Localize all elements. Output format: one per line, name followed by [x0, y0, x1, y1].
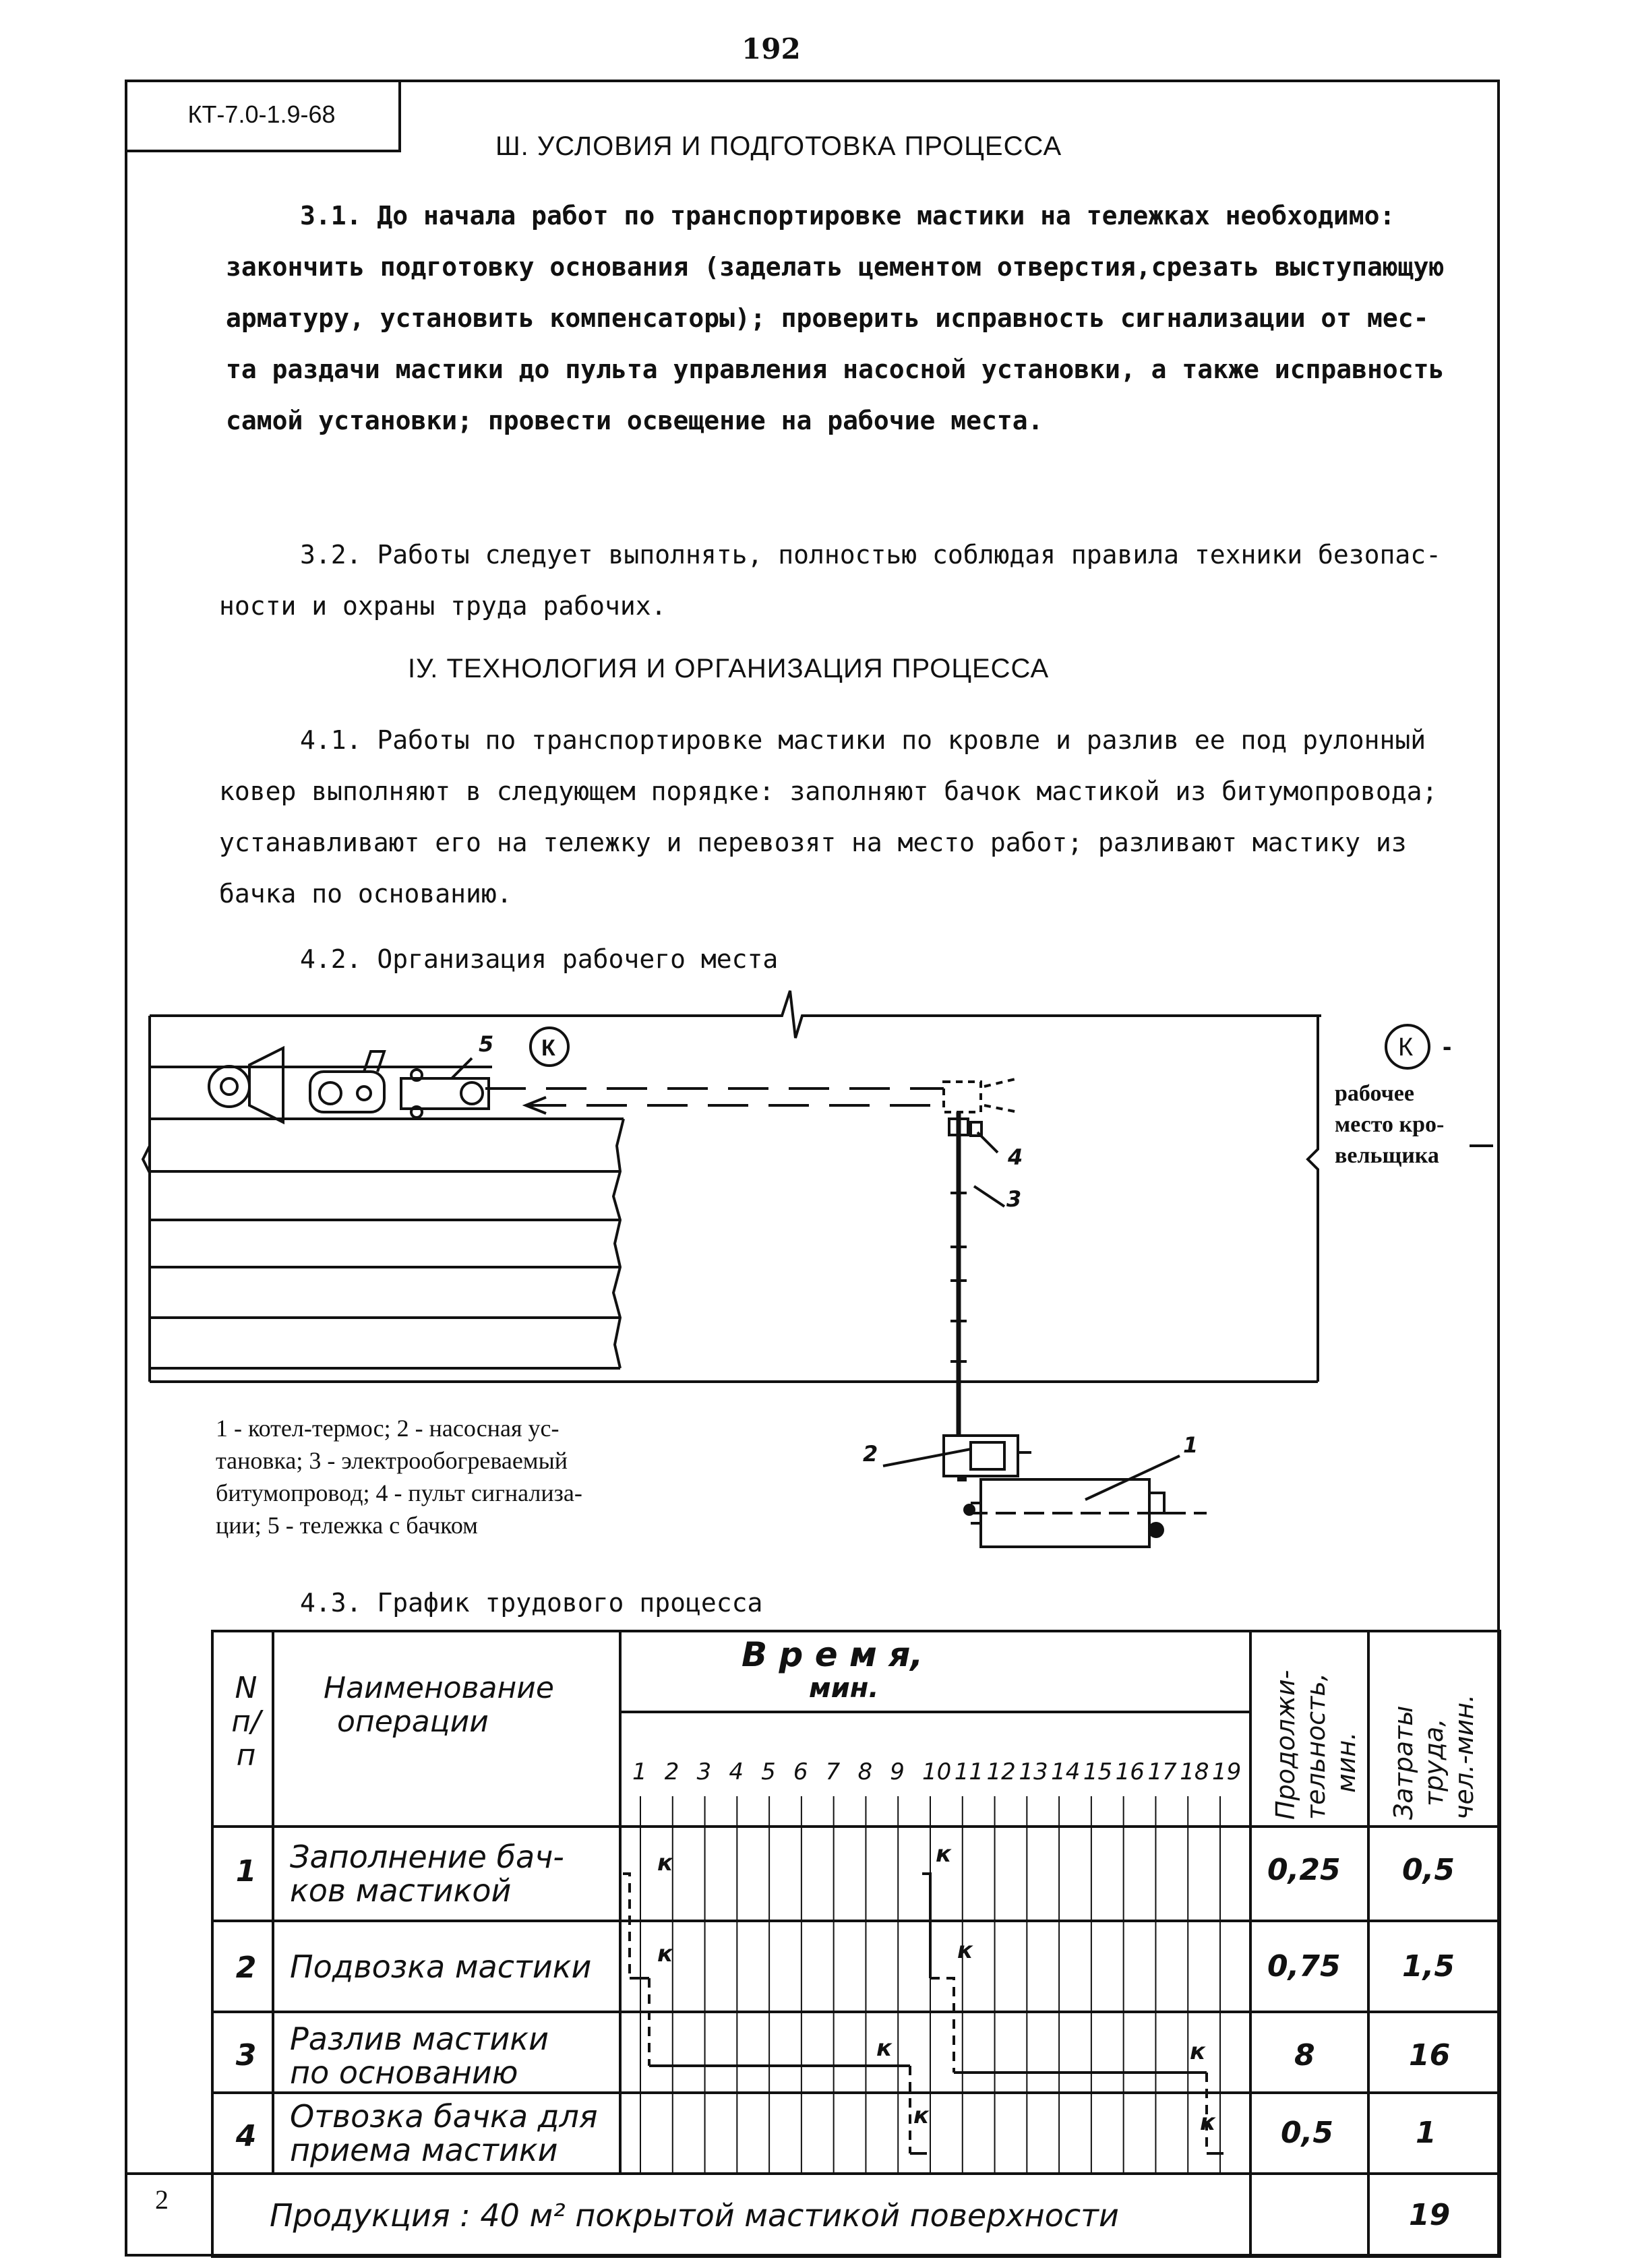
minute-label: 9: [890, 1758, 905, 1785]
row-number: 3: [235, 2038, 257, 2073]
total-labor: 19: [1409, 2198, 1451, 2232]
product-output: Продукция : 40 м² покрытой мастикой поверхности: [270, 2197, 1119, 2234]
row-number: 2: [235, 1951, 257, 1985]
row-labor: 1: [1416, 2116, 1437, 2150]
minute-label: 14: [1051, 1758, 1081, 1785]
text-line: самой установки; провести освещение на рабочие места.: [226, 406, 1044, 435]
section4-title: IУ. ТЕХНОЛОГИЯ И ОРГАНИЗАЦИЯ ПРОЦЕССА: [408, 654, 1050, 683]
text-line: рабочее: [1335, 1081, 1414, 1106]
minute-grid: [640, 1796, 1220, 2174]
minute-label: 15: [1083, 1758, 1113, 1785]
duration-header-line: тельность,: [1301, 1673, 1331, 1820]
row-operation-name: [290, 1840, 620, 1907]
duration-header-line: Продолжи-: [1271, 1669, 1300, 1820]
row-labor: 16: [1409, 2038, 1451, 2073]
sheet-number: 2: [155, 2184, 169, 2215]
text-line: 1 - котел-термос; 2 - насосная ус-: [216, 1415, 560, 1442]
text-line: N: [235, 1671, 258, 1705]
k-mark: к: [876, 2035, 893, 2062]
row-duration: 8: [1294, 2038, 1315, 2073]
row-duration: 0,5: [1281, 2116, 1333, 2150]
k-legend-symbol: К: [1398, 1033, 1414, 1062]
callout-1: 1: [1183, 1432, 1199, 1458]
minute-label: 7: [825, 1758, 841, 1785]
header-number: [222, 1672, 270, 1773]
text-line: закончить подготовку основания (заделать цементом отверстия,срезать выступающую: [226, 252, 1445, 282]
text-line: Подвозка мастики: [290, 1949, 592, 1985]
k-mark: к: [936, 1841, 952, 1868]
text-line: 3.2. Работы следует выполнять, полностью соблюдая правила техники безопас-: [300, 540, 1441, 570]
text-line: Разлив мастики: [290, 2021, 549, 2057]
text-line: ковер выполняют в следующем порядке: заполняют бачок мастикой из битумопровода;: [219, 776, 1438, 806]
text-line: битумопровод; 4 - пульт сигнализа-: [216, 1479, 582, 1506]
minute-label: 12: [986, 1758, 1016, 1785]
minute-label: 13: [1019, 1758, 1048, 1785]
text-line: приема мастики: [290, 2132, 558, 2168]
section4-paragraph-2: 4.2. Организация рабочего места: [300, 944, 779, 974]
text-line: ции; 5 - тележка с бачком: [216, 1512, 478, 1539]
labor-header-line: Затраты: [1389, 1705, 1418, 1820]
minute-label: 2: [664, 1758, 679, 1785]
text-line: мин.: [809, 1673, 879, 1704]
minute-labels: [632, 1758, 1241, 1785]
row-labor: 1,5: [1402, 1949, 1455, 1984]
k-mark: к: [657, 1940, 673, 1967]
callout-5: 5: [479, 1031, 494, 1057]
document-code: КТ-7.0-1.9-68: [125, 80, 401, 152]
row-number: 4: [235, 2119, 257, 2153]
minute-label: 18: [1180, 1758, 1209, 1785]
text-line: 4.1. Работы по транспортировке мастики по кровле и разлив ее под рулонный: [300, 725, 1426, 755]
text-line: бачка по основанию.: [219, 879, 512, 909]
text-line: вельщика: [1335, 1143, 1439, 1168]
header-time: [742, 1635, 1146, 1705]
k-marker-text: К: [541, 1035, 555, 1061]
callout-2: 2: [863, 1441, 878, 1467]
section4-paragraph-3: 4.3. График трудового процесса: [300, 1588, 763, 1618]
text-line: Наименование: [324, 1671, 554, 1705]
text-line: ности и охраны труда рабочих.: [219, 591, 667, 621]
minute-label: 3: [696, 1758, 712, 1785]
labor-header-line: чел.-мин.: [1449, 1694, 1479, 1820]
minute-label: 19: [1212, 1758, 1242, 1785]
k-legend-dash: -: [1443, 1032, 1452, 1062]
row-duration: 0,75: [1267, 1949, 1341, 1984]
text-line: ков мастикой: [290, 1872, 512, 1909]
text-line: по основанию: [290, 2054, 518, 2091]
text-line: п/п: [231, 1705, 261, 1773]
text-line: та раздачи мастики до пульта управления насосной установки, а также исправность: [226, 355, 1445, 384]
k-mark: к: [657, 1849, 673, 1876]
callout-4: 4: [1008, 1144, 1023, 1170]
minute-label: 4: [729, 1758, 744, 1785]
row-labor: 0,5: [1402, 1853, 1455, 1887]
section3-title: Ш. УСЛОВИЯ И ПОДГОТОВКА ПРОЦЕССА: [495, 131, 1062, 161]
duration-header-line: мин.: [1331, 1731, 1361, 1793]
minute-label: 5: [761, 1758, 776, 1785]
callout-3: 3: [1006, 1186, 1022, 1212]
header-operation: [324, 1672, 607, 1739]
text-line: операции: [337, 1705, 489, 1739]
minute-label: 17: [1147, 1758, 1177, 1785]
minute-label: 16: [1115, 1758, 1145, 1785]
minute-label: 6: [793, 1758, 808, 1785]
row-operation-name: [290, 2022, 620, 2089]
row-duration: 0,25: [1267, 1853, 1341, 1887]
row-operation-name: [290, 1950, 620, 1984]
text-line: Отвозка бачка для: [290, 2098, 598, 2135]
text-line: место кро-: [1335, 1112, 1445, 1137]
text-line: арматуру, установить компенсаторы); проверить исправность сигнализации от мес-: [226, 303, 1429, 333]
text-line: В р е м я,: [742, 1635, 924, 1674]
row-number: 1: [235, 1854, 257, 1889]
text-line: устанавливают его на тележку и перевозят на место работ; разливают мастику из: [219, 828, 1407, 857]
minute-label: 1: [632, 1758, 647, 1785]
minute-label: 11: [954, 1758, 984, 1785]
text-line: 3.1. До начала работ по транспортировке мастики на тележках необходимо:: [300, 201, 1395, 231]
text-line: тановка; 3 - электрообогреваемый: [216, 1447, 568, 1474]
k-mark: к: [1190, 2038, 1206, 2065]
k-mark: к: [1200, 2109, 1216, 2136]
page-number: 192: [742, 32, 801, 65]
minute-label: 10: [922, 1758, 952, 1785]
text-line: Заполнение бач-: [290, 1839, 564, 1875]
labor-header-line: труда,: [1419, 1718, 1449, 1806]
k-mark: к: [957, 1937, 973, 1964]
k-mark: к: [913, 2102, 930, 2129]
row-operation-name: [290, 2100, 620, 2167]
minute-label: 8: [857, 1758, 873, 1785]
